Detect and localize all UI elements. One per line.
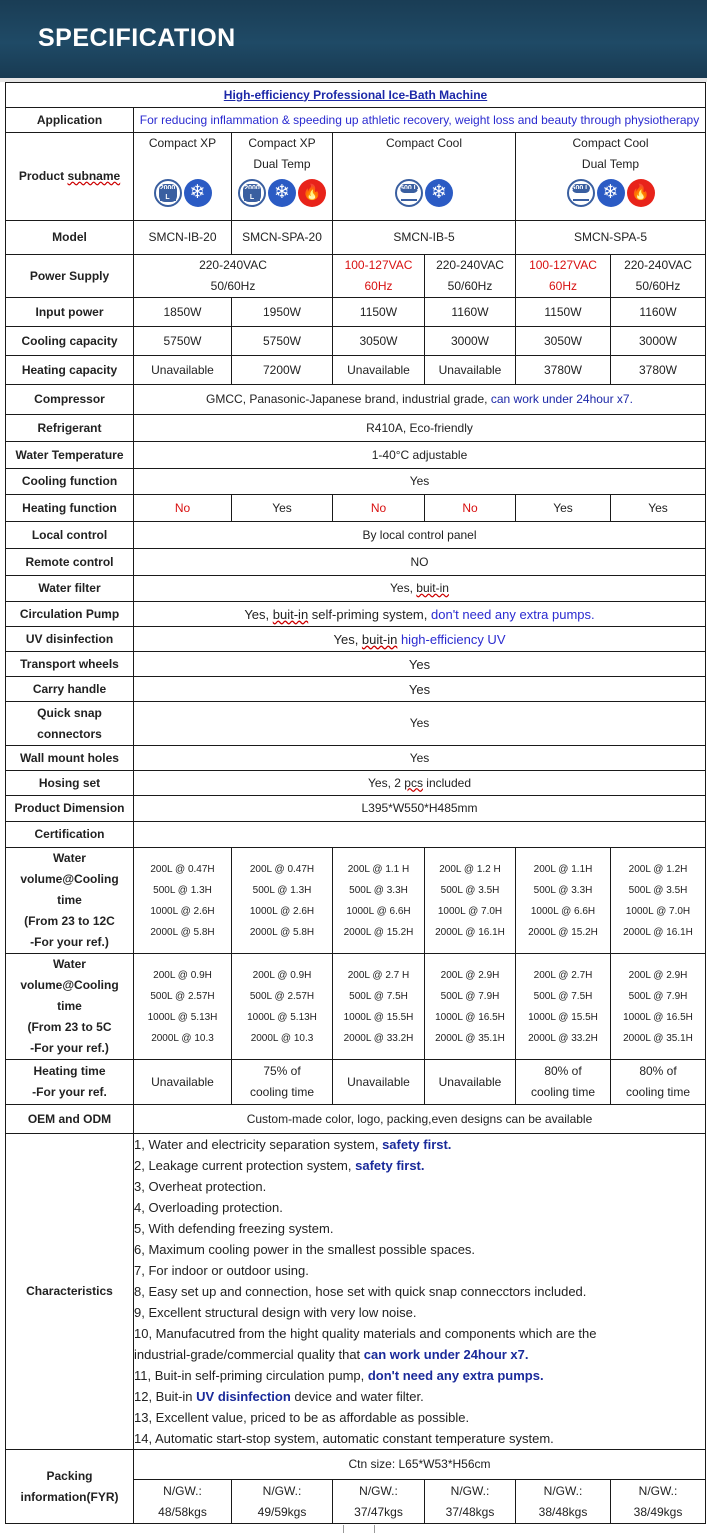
table-row: [6, 848, 706, 954]
row-label: Product subname: [6, 133, 134, 221]
row-label: Transport wheels: [6, 652, 134, 677]
row-label: UV disinfection: [6, 627, 134, 652]
table-row: [6, 1450, 706, 1480]
list-item: 11, Buit-in self-priming circulation pump, don't need any extra pumps.: [134, 1368, 544, 1383]
row-label: Water volume@Cooling time (From 23 to 5C -For your ref.): [6, 954, 134, 1060]
bath-2000l-icon: 2000 L: [238, 179, 266, 207]
snowflake-icon: ❄: [184, 179, 212, 207]
row-label: Product Dimension: [6, 796, 134, 822]
cooling-time-cell: 200L @ 0.9H 500L @ 2.57H 1000L @ 5.13H 2000L @ 10.3: [232, 954, 333, 1060]
cooling-time-cell: 200L @ 0.9H 500L @ 2.57H 1000L @ 5.13H 2000L @ 10.3: [134, 954, 232, 1060]
power-cell: 220-240VAC 50/60Hz: [611, 255, 706, 298]
cooling-time-cell: 200L @ 1.2H 500L @ 3.5H 1000L @ 7.0H 2000L @ 16.1H: [611, 848, 706, 954]
list-item: 14, Automatic start-stop system, automatic constant temperature system.: [134, 1431, 554, 1446]
table-row: [6, 385, 706, 415]
table-row: [6, 83, 706, 108]
table-row: [6, 442, 706, 469]
heating-time-cell: Unavailable: [425, 1060, 516, 1105]
row-label: Refrigerant: [6, 415, 134, 442]
row-label: Local control: [6, 522, 134, 549]
value-cell: 5750W: [232, 327, 333, 356]
value-cell: Yes: [232, 495, 333, 522]
bath-500l-icon: 500 L: [395, 179, 423, 207]
cooling-time-cell: 200L @ 1.1H 500L @ 3.3H 1000L @ 6.6H 2000L @ 15.2H: [516, 848, 611, 954]
page-title: SPECIFICATION: [38, 24, 236, 52]
row-label: Power Supply: [6, 255, 134, 298]
table-row: [6, 796, 706, 822]
value-cell: 1-40°C adjustable: [134, 442, 706, 469]
table-row: [6, 327, 706, 356]
snowflake-icon: ❄: [425, 179, 453, 207]
value-cell: Yes, buit-in high-efficiency UV: [134, 627, 706, 652]
table-row: [6, 771, 706, 796]
value-cell: 3050W: [333, 327, 425, 356]
value-cell: Yes: [516, 495, 611, 522]
table-row: [6, 108, 706, 133]
row-label: Packing information(FYR): [6, 1450, 134, 1524]
table-row: [6, 356, 706, 385]
value-cell: 1850W: [134, 298, 232, 327]
list-item: 12, Buit-in UV disinfection device and water filter.: [134, 1389, 424, 1404]
table-row: [6, 255, 706, 298]
model-cell: SMCN-SPA-5: [516, 221, 706, 255]
value-cell: 1150W: [333, 298, 425, 327]
value-cell: Yes: [134, 469, 706, 495]
value-cell: Yes, buit-in: [134, 576, 706, 602]
value-cell: 1950W: [232, 298, 333, 327]
value-cell: Yes, 2 pcs included: [134, 771, 706, 796]
cooling-time-cell: 200L @ 0.47H 500L @ 1.3H 1000L @ 2.6H 2000L @ 5.8H: [134, 848, 232, 954]
packing-cell: N/GW.: 49/59kgs: [232, 1480, 333, 1524]
value-cell: Unavailable: [333, 356, 425, 385]
row-label: Heating time -For your ref.: [6, 1060, 134, 1105]
table-title: High-efficiency Professional Ice-Bath Machine: [6, 83, 706, 108]
cooling-time-cell: 200L @ 0.47H 500L @ 1.3H 1000L @ 2.6H 2000L @ 5.8H: [232, 848, 333, 954]
power-cell: 220-240VAC 50/60Hz: [134, 255, 333, 298]
table-row: [6, 652, 706, 677]
model-cell: SMCN-SPA-20: [232, 221, 333, 255]
value-cell: R410A, Eco-friendly: [134, 415, 706, 442]
table-row: [6, 677, 706, 702]
model-cell: SMCN-IB-5: [333, 221, 516, 255]
value-cell: Ctn size: L65*W53*H56cm: [134, 1450, 706, 1480]
packing-cell: N/GW.: 48/58kgs: [134, 1480, 232, 1524]
table-row: [6, 1060, 706, 1105]
subname-cell: Compact Cool 500 L ❄: [333, 133, 516, 221]
value-cell: 1150W: [516, 298, 611, 327]
table-row: [6, 469, 706, 495]
row-label: Heating capacity: [6, 356, 134, 385]
power-cell: 100-127VAC 60Hz: [516, 255, 611, 298]
value-cell: 3050W: [516, 327, 611, 356]
list-item: 5, With defending freezing system.: [134, 1221, 334, 1236]
row-label: Water filter: [6, 576, 134, 602]
packing-cell: N/GW.: 37/47kgs: [333, 1480, 425, 1524]
value-cell: 1160W: [425, 298, 516, 327]
value-cell: 3780W: [611, 356, 706, 385]
table-row: [6, 954, 706, 1060]
value-cell: Yes: [134, 677, 706, 702]
power-cell: 100-127VAC 60Hz: [333, 255, 425, 298]
power-cell: 220-240VAC 50/60Hz: [425, 255, 516, 298]
row-label: Cooling capacity: [6, 327, 134, 356]
bath-2000l-icon: 2000 L: [154, 179, 182, 207]
table-row: [6, 822, 706, 848]
value-cell: [134, 822, 706, 848]
list-item: 1, Water and electricity separation system, safety first.: [134, 1137, 452, 1152]
row-label: Water Temperature: [6, 442, 134, 469]
subname-cell: Compact XP Dual Temp 2000 L ❄ 🔥: [232, 133, 333, 221]
row-label: Certification: [6, 822, 134, 848]
table-row: [6, 746, 706, 771]
compressor-value: GMCC, Panasonic-Japanese brand, industrial grade, can work under 24hour x7.: [134, 385, 706, 415]
list-item: 2, Leakage current protection system, safety first.: [134, 1158, 425, 1173]
heating-time-cell: 80% of cooling time: [516, 1060, 611, 1105]
value-cell: 3780W: [516, 356, 611, 385]
model-cell: SMCN-IB-20: [134, 221, 232, 255]
heating-time-cell: Unavailable: [333, 1060, 425, 1105]
row-label: Model: [6, 221, 134, 255]
value-cell: Yes: [134, 652, 706, 677]
table-row: [6, 415, 706, 442]
flame-icon: 🔥: [627, 179, 655, 207]
cooling-time-cell: 200L @ 2.7H 500L @ 7.5H 1000L @ 15.5H 2000L @ 33.2H: [516, 954, 611, 1060]
flame-icon: 🔥: [298, 179, 326, 207]
application-value: For reducing inflammation & speeding up athletic recovery, weight loss and beauty through physiotherapy: [134, 108, 706, 133]
cooling-time-cell: 200L @ 1.1 H 500L @ 3.3H 1000L @ 6.6H 2000L @ 15.2H: [333, 848, 425, 954]
value-cell: No: [425, 495, 516, 522]
characteristics-list: [134, 1134, 706, 1450]
table-row: [6, 133, 706, 221]
table-row: [6, 549, 706, 576]
row-label: OEM and ODM: [6, 1105, 134, 1134]
row-label: Remote control: [6, 549, 134, 576]
subname-cell: Compact Cool Dual Temp 500 L ❄ 🔥: [516, 133, 706, 221]
cooling-time-cell: 200L @ 2.7 H 500L @ 7.5H 1000L @ 15.5H 2000L @ 33.2H: [333, 954, 425, 1060]
row-label: Cooling function: [6, 469, 134, 495]
heating-time-cell: 75% of cooling time: [232, 1060, 333, 1105]
value-cell: Unavailable: [134, 356, 232, 385]
row-label: Compressor: [6, 385, 134, 415]
heating-time-cell: 80% of cooling time: [611, 1060, 706, 1105]
row-label: Hosing set: [6, 771, 134, 796]
list-item: 13, Excellent value, priced to be as affordable as possible.: [134, 1410, 470, 1425]
value-cell: Custom-made color, logo, packing,even designs can be available: [134, 1105, 706, 1134]
value-cell: Yes: [134, 702, 706, 746]
bath-500l-icon: 500 L: [567, 179, 595, 207]
table-row: [6, 298, 706, 327]
cooling-time-cell: 200L @ 2.9H 500L @ 7.9H 1000L @ 16.5H 2000L @ 35.1H: [425, 954, 516, 1060]
row-label: Heating function: [6, 495, 134, 522]
table-row: [6, 495, 706, 522]
value-cell: NO: [134, 549, 706, 576]
list-item: 9, Excellent structural design with very low noise.: [134, 1305, 417, 1320]
list-item: 3, Overheat protection.: [134, 1179, 267, 1194]
table-row: [6, 576, 706, 602]
value-cell: L395*W550*H485mm: [134, 796, 706, 822]
table-row: [6, 702, 706, 746]
value-cell: 1160W: [611, 298, 706, 327]
row-label: Carry handle: [6, 677, 134, 702]
value-cell: Yes, buit-in self-priming system, don't need any extra pumps.: [134, 602, 706, 627]
value-cell: No: [134, 495, 232, 522]
value-cell: Unavailable: [425, 356, 516, 385]
packing-cell: N/GW.: 38/49kgs: [611, 1480, 706, 1524]
subname-cell: Compact XP 2000 L ❄: [134, 133, 232, 221]
row-label: Quick snap connectors: [6, 702, 134, 746]
value-cell: 3000W: [611, 327, 706, 356]
value-cell: 5750W: [134, 327, 232, 356]
value-cell: No: [333, 495, 425, 522]
list-item: 7, For indoor or outdoor using.: [134, 1263, 309, 1278]
list-item: 10, Manufacutred from the hight quality materials and components which are the: [134, 1326, 597, 1341]
table-row: [6, 1105, 706, 1134]
spec-table: [5, 82, 706, 1524]
bottom-edge: [0, 1525, 707, 1533]
list-item: 4, Overloading protection.: [134, 1200, 283, 1215]
snowflake-icon: ❄: [597, 179, 625, 207]
value-cell: 3000W: [425, 327, 516, 356]
table-row: [6, 602, 706, 627]
list-item: 8, Easy set up and connection, hose set with quick snap connecctors included.: [134, 1284, 587, 1299]
table-row: [6, 627, 706, 652]
snowflake-icon: ❄: [268, 179, 296, 207]
row-label: Wall mount holes: [6, 746, 134, 771]
table-row: [6, 221, 706, 255]
header-banner: [0, 0, 707, 78]
packing-cell: N/GW.: 37/48kgs: [425, 1480, 516, 1524]
value-cell: By local control panel: [134, 522, 706, 549]
row-label: Characteristics: [6, 1134, 134, 1450]
cooling-time-cell: 200L @ 2.9H 500L @ 7.9H 1000L @ 16.5H 2000L @ 35.1H: [611, 954, 706, 1060]
value-cell: Yes: [611, 495, 706, 522]
list-item: 6, Maximum cooling power in the smallest possible spaces.: [134, 1242, 476, 1257]
row-label: Input power: [6, 298, 134, 327]
value-cell: Yes: [134, 746, 706, 771]
packing-cell: N/GW.: 38/48kgs: [516, 1480, 611, 1524]
row-label: Application: [6, 108, 134, 133]
table-row: [6, 522, 706, 549]
heating-time-cell: Unavailable: [134, 1060, 232, 1105]
row-label: Circulation Pump: [6, 602, 134, 627]
row-label: Water volume@Cooling time (From 23 to 12C -For your ref.): [6, 848, 134, 954]
table-row: [6, 1134, 706, 1450]
value-cell: 7200W: [232, 356, 333, 385]
cooling-time-cell: 200L @ 1.2 H 500L @ 3.5H 1000L @ 7.0H 2000L @ 16.1H: [425, 848, 516, 954]
list-item: industrial-grade/commercial quality that can work under 24hour x7.: [134, 1347, 529, 1362]
